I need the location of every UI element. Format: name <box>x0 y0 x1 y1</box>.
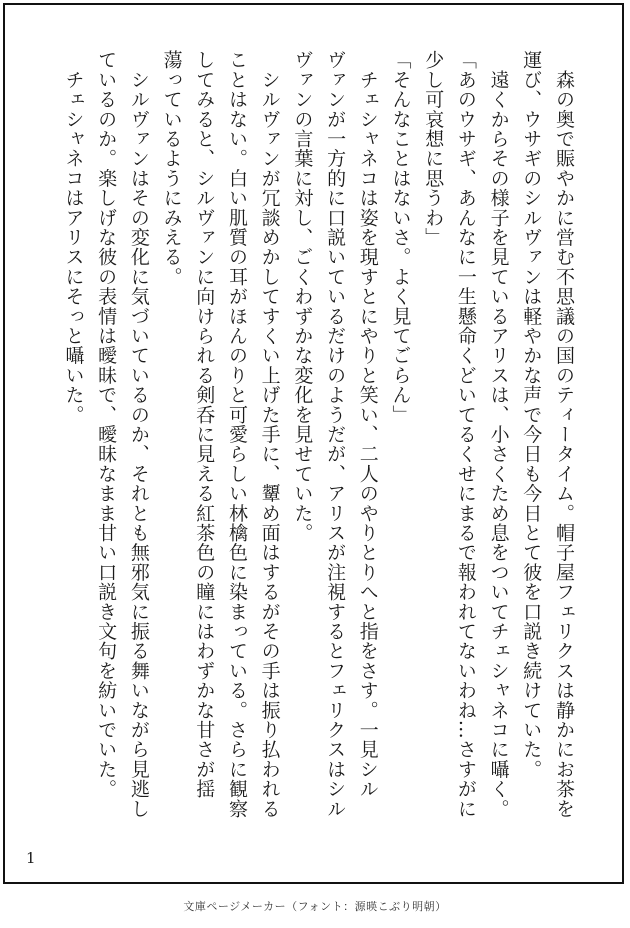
text-line: ヴァンが一方的に口説いているだけのようだが、アリスが注視するとフェリクスはシル <box>324 50 347 819</box>
text-line: チェシャネコはアリスにそっと囁いた。 <box>62 50 85 425</box>
text-line: ヴァンの言葉に対し、ごくわずかな変化を見せていた。 <box>291 50 314 543</box>
text-line: 遠くからその様子を見ているアリスは、小さくため息をついてチェシャネコに囁く。 <box>487 50 510 819</box>
text-line: 蕩っているようにみえる。 <box>160 50 183 287</box>
text-line: 少し可哀想に思うわ」 <box>422 50 445 247</box>
text-line: 「そんなことはないさ。よく見てごらん」 <box>389 50 412 425</box>
page-number: 1 <box>26 849 36 867</box>
text-line: シルヴァンが冗談めかしてすくい上げた手に、顰め面はするがその手は振り払われる <box>258 50 281 819</box>
text-line: ているのか。楽しげな彼の表情は曖昧で、曖昧なまま甘い口説き文句を紡いでいた。 <box>95 50 118 799</box>
text-line: シルヴァンはその変化に気づいているのか、それとも無邪気に振る舞いながら見逃し <box>127 50 150 819</box>
vertical-text-body <box>56 50 580 830</box>
footer-credit: 文庫ページメーカー（フォント：源暎こぶり明朝） <box>183 900 447 913</box>
text-line: してみると、シルヴァンに向けられる剣呑に見える紅茶色の瞳にはわずかな甘さが揺 <box>193 50 216 799</box>
text-line: 「あのウサギ、あんなに一生懸命くどいてるくせにまるで報われてないわね…さすがに <box>454 50 477 819</box>
text-line: 運び、ウサギのシルヴァンは軽やかな声で今日も今日とて彼を口説き続けていた。 <box>520 50 543 779</box>
text-line: 森の奥で賑やかに営む不思議の国のティータイム。帽子屋フェリクスは静かにお茶を <box>553 50 575 819</box>
text-line: ことはない。白い肌質の耳がほんのりと可愛らしい林檎色に染まっている。さらに観察 <box>225 50 248 819</box>
text-line: チェシャネコは姿を現すとにやりと笑い、二人のやりとりへと指をさす。一見シル <box>356 50 379 799</box>
